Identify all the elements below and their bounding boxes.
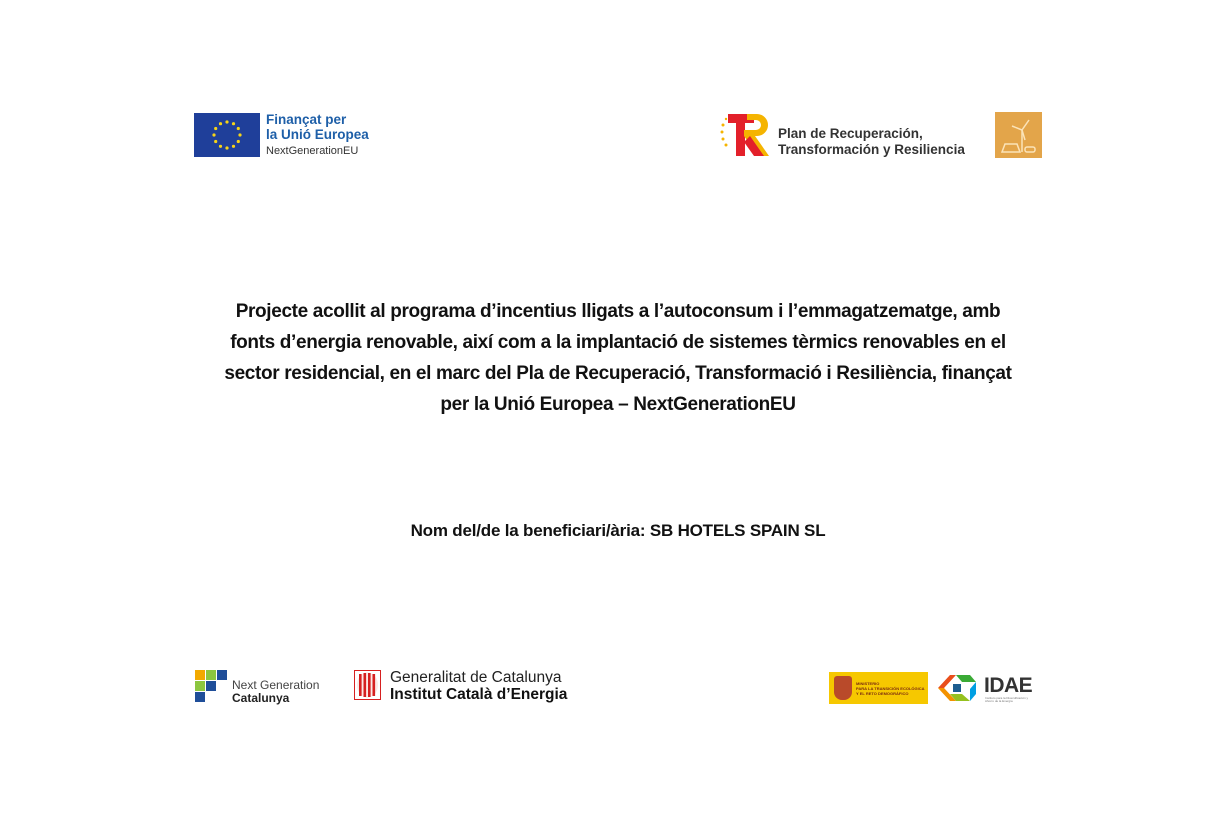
generalitat-icaen-logo [354,668,584,704]
gencat-text [390,669,567,703]
eu-funding-logo [194,113,384,159]
ngc-line1: Next Generation [232,678,320,692]
eu-logo-line3: NextGenerationEU [266,145,359,157]
idae-name: IDAE [984,674,1033,697]
idae-mark-icon [934,671,981,705]
wind-solar-logo [995,112,1042,158]
ngc-line2: Catalunya [232,691,290,705]
ngc-text [232,679,319,705]
idae-subtitle: Instituto para la Diversificación y Ahorro de la Energía [985,696,1029,703]
prtr-logo [720,112,990,160]
ministerio-transicion-ecologica-logo [829,672,928,704]
senyera-shield-icon [354,670,381,700]
prtr-line1: Plan de Recuperación, [778,126,923,141]
prtr-logo-text [778,126,965,158]
project-description [180,296,1056,420]
gencat-line1: Generalitat de Catalunya [390,669,562,686]
description-line: sector residencial, en el marc del Pla de Recuperació, Transformació i Resiliència, finançat [224,363,1012,384]
description-line: fonts d’energia renovable, així com a la implantació de sistemes tèrmics renovables en el [230,332,1006,353]
miteco-text [856,681,925,696]
eu-logo-text [266,112,369,159]
next-generation-catalunya-logo [195,670,335,704]
wind-solar-icon [995,112,1042,158]
description-line: Projecte acollit al programa d’incentius lligats a l’autoconsum i l’emmagatzematge, amb [235,301,1001,322]
miteco-line2: PARA LA TRANSICIÓN ECOLÓGICA [856,686,925,691]
eu-logo-line1: Finançat per [266,112,347,127]
gencat-line2: Institut Català d’Energia [390,686,568,703]
miteco-line1: MINISTERIO [856,681,880,686]
spain-coat-of-arms-icon [834,676,852,700]
eu-flag-icon [194,113,260,157]
ngc-squares-icon [195,670,227,702]
miteco-line3: Y EL RETO DEMOGRÁFICO [856,691,909,696]
idae-logo [934,671,1034,705]
prtr-tr-icon [720,112,774,158]
description-line: per la Unió Europea – NextGenerationEU [440,394,796,415]
prtr-line2: Transformación y Resiliencia [778,142,965,157]
beneficiary-name: Nom del/de la beneficiari/ària: SB HOTELS SPAIN SL [410,521,826,540]
eu-logo-line2: la Unió Europea [266,127,369,142]
